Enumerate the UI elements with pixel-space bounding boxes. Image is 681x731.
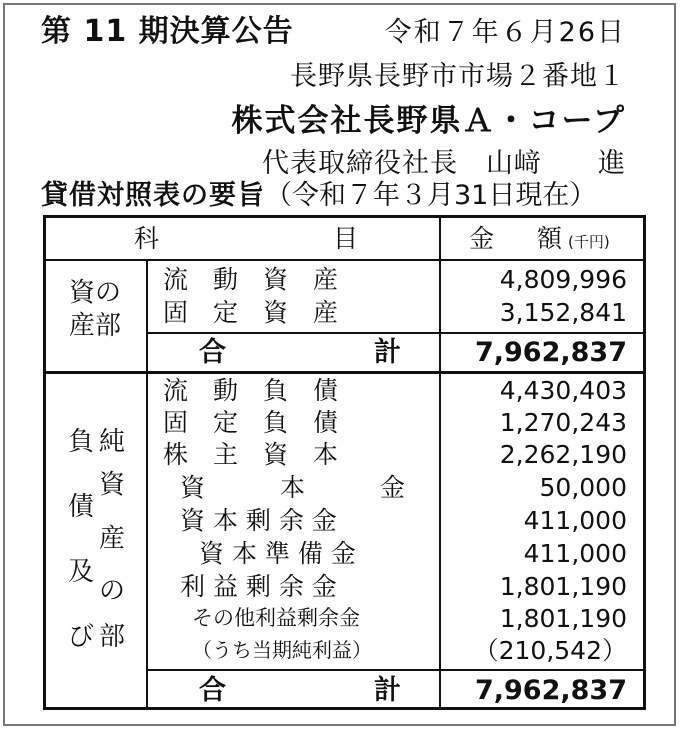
column-header-amount-2: 額 bbox=[537, 224, 563, 253]
company-address: 長野県長野市市場２番地１ bbox=[290, 61, 626, 92]
column-header-amount-1: 金 bbox=[469, 224, 495, 253]
liabilities-category-char: び bbox=[68, 622, 95, 652]
assets-row-amount: 4,809,996 bbox=[499, 265, 627, 294]
balance-sheet-heading: 貸借対照表の要旨 bbox=[41, 180, 265, 211]
assets-category-divider bbox=[146, 259, 148, 372]
liabilities-row-amount: 1,801,190 bbox=[499, 604, 627, 633]
net-assets-category-char: 純 bbox=[99, 427, 126, 457]
liabilities-row-label: 利 益 剰 余 金 bbox=[180, 572, 337, 601]
column-header-subject-1: 科 bbox=[134, 224, 160, 253]
notice-page bbox=[3, 3, 676, 726]
liabilities-total-label-2: 計 bbox=[374, 675, 401, 706]
notice-title: 第 11 期決算公告 bbox=[41, 14, 294, 49]
net-assets-category-char: の bbox=[99, 576, 126, 606]
liabilities-row-amount: 1,270,243 bbox=[499, 408, 627, 437]
net-assets-category-char: 資 bbox=[99, 470, 126, 500]
liabilities-total-amount: 7,962,837 bbox=[474, 675, 627, 706]
liabilities-row-label: 固 定 負 債 bbox=[163, 408, 339, 437]
balance-sheet-table bbox=[43, 215, 646, 710]
liabilities-row-label: 資 本 剰 余 金 bbox=[180, 506, 337, 535]
section-divider bbox=[46, 371, 643, 374]
assets-total-label-1: 合 bbox=[199, 337, 226, 368]
liabilities-total-label-1: 合 bbox=[199, 675, 226, 706]
column-header-subject-2: 目 bbox=[333, 224, 359, 253]
liabilities-row-amount: 4,430,403 bbox=[499, 376, 627, 405]
assets-category-line-1: 資の bbox=[69, 278, 122, 308]
assets-row-label: 固 定 資 産 bbox=[163, 298, 339, 327]
assets-category-line-2: 産部 bbox=[69, 311, 122, 341]
liabilities-row-label: 資 本 準 備 金 bbox=[199, 539, 356, 568]
liabilities-row-amount: （210,542） bbox=[473, 636, 627, 665]
liabilities-row-amount: 1,801,190 bbox=[499, 572, 627, 601]
notice-date: 令和７年６月26日 bbox=[384, 17, 626, 48]
liabilities-row-label: 流 動 負 債 bbox=[163, 376, 339, 405]
assets-total-amount: 7,962,837 bbox=[474, 337, 627, 368]
liabilities-row-amount: 2,262,190 bbox=[499, 440, 627, 469]
liabilities-total-divider bbox=[146, 669, 643, 671]
assets-total-divider bbox=[146, 332, 643, 334]
balance-sheet-date: （令和７年３月31日現在） bbox=[265, 180, 597, 211]
liabilities-row-amount: 411,000 bbox=[523, 539, 627, 568]
liabilities-category-divider bbox=[146, 372, 148, 707]
amount-column-divider bbox=[439, 218, 441, 707]
liabilities-row-amount: 411,000 bbox=[523, 506, 627, 535]
assets-row-label: 流 動 資 産 bbox=[163, 265, 339, 294]
liabilities-category-char: 債 bbox=[68, 492, 95, 522]
liabilities-row-label: 資 本 金 bbox=[180, 473, 406, 502]
representative-name: 代表取締役社長 山﨑 進 bbox=[262, 148, 626, 179]
liabilities-row-label: 株 主 資 本 bbox=[163, 440, 339, 469]
assets-row-amount: 3,152,841 bbox=[499, 298, 627, 327]
liabilities-category-char: 及 bbox=[68, 557, 95, 587]
header-divider bbox=[46, 259, 643, 261]
company-name: 株式会社長野県Ａ・コープ bbox=[231, 103, 626, 139]
net-assets-category-char: 部 bbox=[99, 622, 126, 652]
net-assets-category-char: 産 bbox=[99, 524, 126, 554]
liabilities-row-label: その他利益剰余金 bbox=[192, 606, 360, 630]
liabilities-row-label: （うち当期純利益） bbox=[192, 638, 372, 662]
liabilities-category-char: 負 bbox=[68, 427, 95, 457]
assets-total-label-2: 計 bbox=[374, 337, 401, 368]
unit-label: (千円) bbox=[568, 233, 610, 251]
balance-sheet-title bbox=[41, 182, 596, 209]
liabilities-row-amount: 50,000 bbox=[539, 473, 627, 502]
